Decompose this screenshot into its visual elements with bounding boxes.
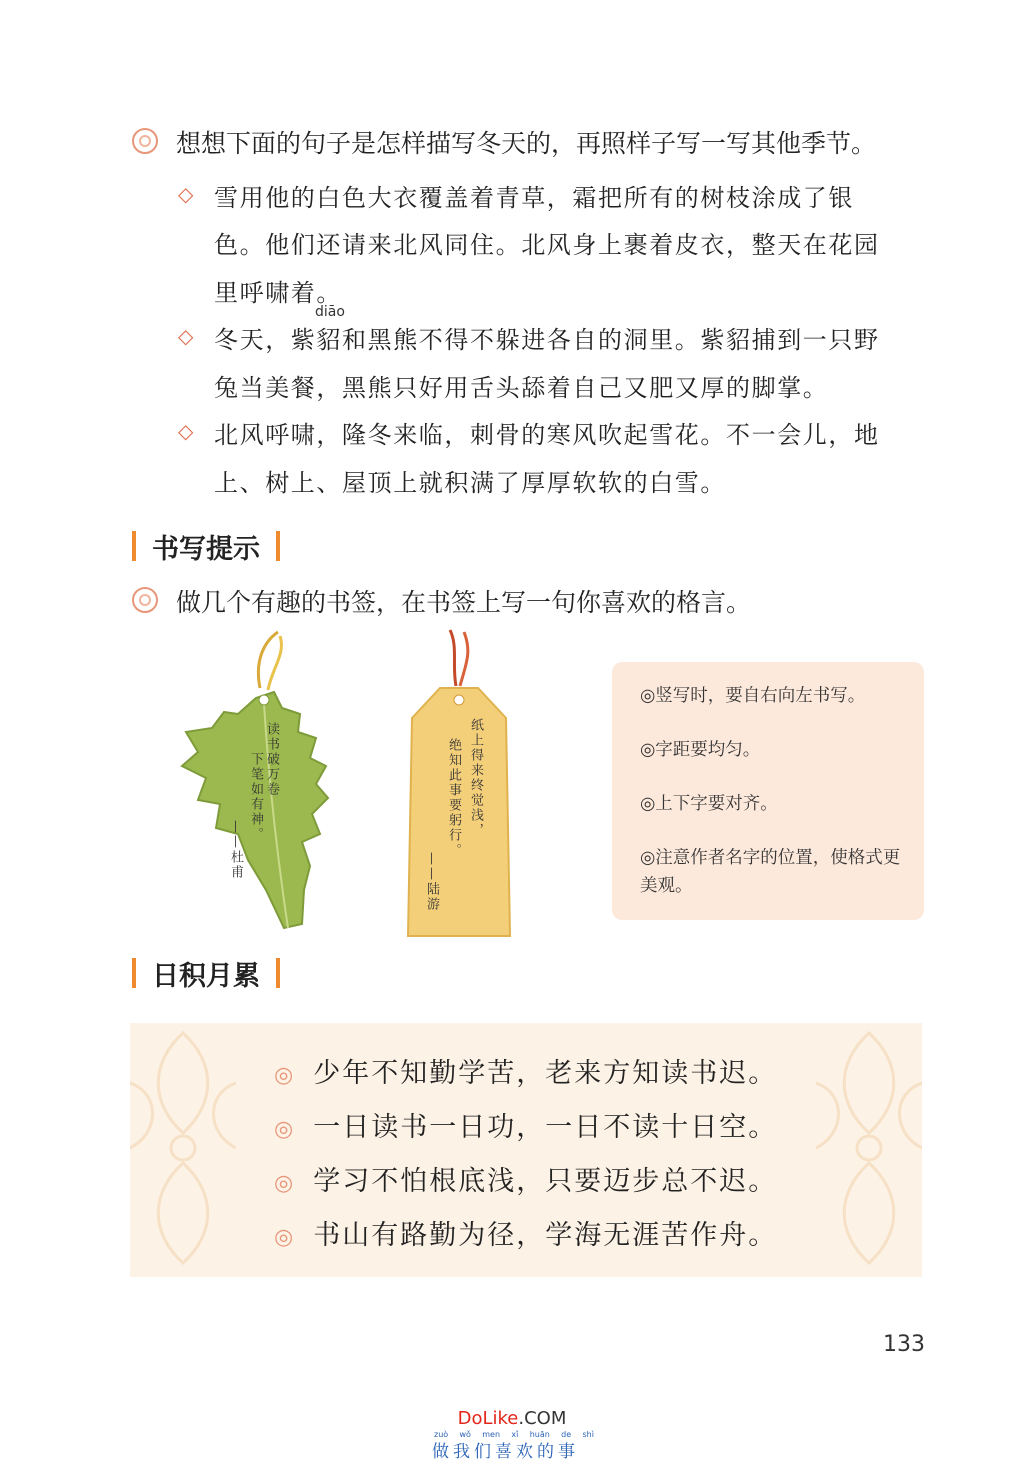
- pinyin-syllable: xǐ: [511, 1430, 519, 1439]
- exercise1-prompt: 想想下面的句子是怎样描写冬天的，再照样子写一写其他季节。: [176, 129, 877, 158]
- leaf-quote-line2: 下笔如有神。: [248, 752, 263, 842]
- proverb-line: [274, 1159, 777, 1198]
- writing-tips-box: [612, 662, 924, 920]
- tip-item: ◎注意作者名字的位置，使格式更美观。: [640, 848, 901, 896]
- bullet-icon: ◎: [274, 1117, 296, 1142]
- section-title-writing-tips: [132, 529, 280, 563]
- bullet-icon: ◎: [274, 1063, 296, 1088]
- tip-item: ◎字距要均匀。: [640, 740, 761, 760]
- diamond-icon: ◇: [178, 182, 194, 206]
- question-icon: [132, 587, 158, 613]
- exercise1-item1-line3: 里呼啸着。: [214, 279, 342, 307]
- proverb-line: [274, 1051, 777, 1090]
- exercise1-item2-line1: 冬天，紫貂和黑熊不得不躲进各自的洞里。紫貂捕到一只野: [214, 326, 880, 354]
- proverb-line: [274, 1105, 777, 1144]
- proverb-text: 书山有路勤为径，学海无涯苦作舟。: [313, 1220, 778, 1251]
- pinyin-syllable: men: [482, 1430, 501, 1439]
- paper-quote-line1: 纸上得来终觉浅，: [468, 718, 483, 838]
- ornament-pattern: [130, 1023, 236, 1277]
- exercise1-item1-line1: 雪用他的白色大衣覆盖着青草，霜把所有的树枝涂成了银: [214, 184, 854, 212]
- section-title-text: 日积月累: [152, 960, 260, 992]
- title-bar: [132, 958, 136, 988]
- tip-item: ◎上下字要对齐。: [640, 794, 778, 814]
- proverb-text: 一日读书一日功，一日不读十日空。: [313, 1112, 778, 1143]
- accumulation-panel: [130, 1023, 922, 1277]
- paper-quote-author: ——陆游: [424, 852, 439, 912]
- footer-logo: [0, 1408, 1024, 1429]
- bullet-icon: ◎: [274, 1225, 296, 1250]
- tip-item: ◎竖写时，要自右向左书写。: [640, 686, 866, 706]
- pinyin-syllable: zuò: [434, 1430, 449, 1439]
- paper-quote-line2: 绝知此事要躬行。: [446, 738, 461, 858]
- exercise1-item3-line2: 上、树上、屋顶上就积满了厚厚软软的白雪。: [214, 469, 726, 497]
- exercise1-item3-line1: 北风呼啸，隆冬来临，刺骨的寒风吹起雪花。不一会儿，地: [214, 421, 880, 449]
- proverb-text: 学习不怕根底浅，只要迈步总不迟。: [313, 1166, 778, 1197]
- pinyin-syllable: shì: [582, 1430, 594, 1439]
- section-title-accumulation: [132, 956, 280, 990]
- diamond-icon: ◇: [178, 324, 194, 348]
- pinyin-syllable: huān: [529, 1430, 550, 1439]
- writing-tips-prompt: 做几个有趣的书签，在书签上写一句你喜欢的格言。: [176, 588, 752, 617]
- brand-dark: .COM: [518, 1408, 567, 1429]
- leaf-quote-line1: 读书破万卷: [264, 722, 279, 797]
- brand-red: DoLike: [457, 1408, 519, 1429]
- exercise1-item2-line2: 兔当美餐，黑熊只好用舌头舔着自己又肥又厚的脚掌。: [214, 374, 829, 402]
- leaf-quote-author: ——杜甫: [228, 820, 243, 880]
- pinyin-syllable: de: [561, 1430, 572, 1439]
- title-bar: [132, 531, 136, 561]
- proverb-line: [274, 1213, 777, 1252]
- section-title-text: 书写提示: [152, 533, 260, 565]
- page-number: 133: [883, 1332, 925, 1357]
- pinyin-syllable: wǒ: [459, 1430, 471, 1439]
- footer-slogan: 做我们喜欢的事: [432, 1442, 579, 1462]
- pinyin-annotation: diāo: [315, 304, 345, 320]
- diamond-icon: ◇: [178, 419, 194, 443]
- bullet-icon: ◎: [274, 1171, 296, 1196]
- title-bar: [276, 958, 280, 988]
- exercise1-item1-line2: 色。他们还请来北风同住。北风身上裹着皮衣，整天在花园: [214, 231, 880, 259]
- title-bar: [276, 531, 280, 561]
- proverb-text: 少年不知勤学苦，老来方知读书迟。: [313, 1058, 778, 1089]
- question-icon: [132, 128, 158, 154]
- ornament-pattern: [816, 1023, 922, 1277]
